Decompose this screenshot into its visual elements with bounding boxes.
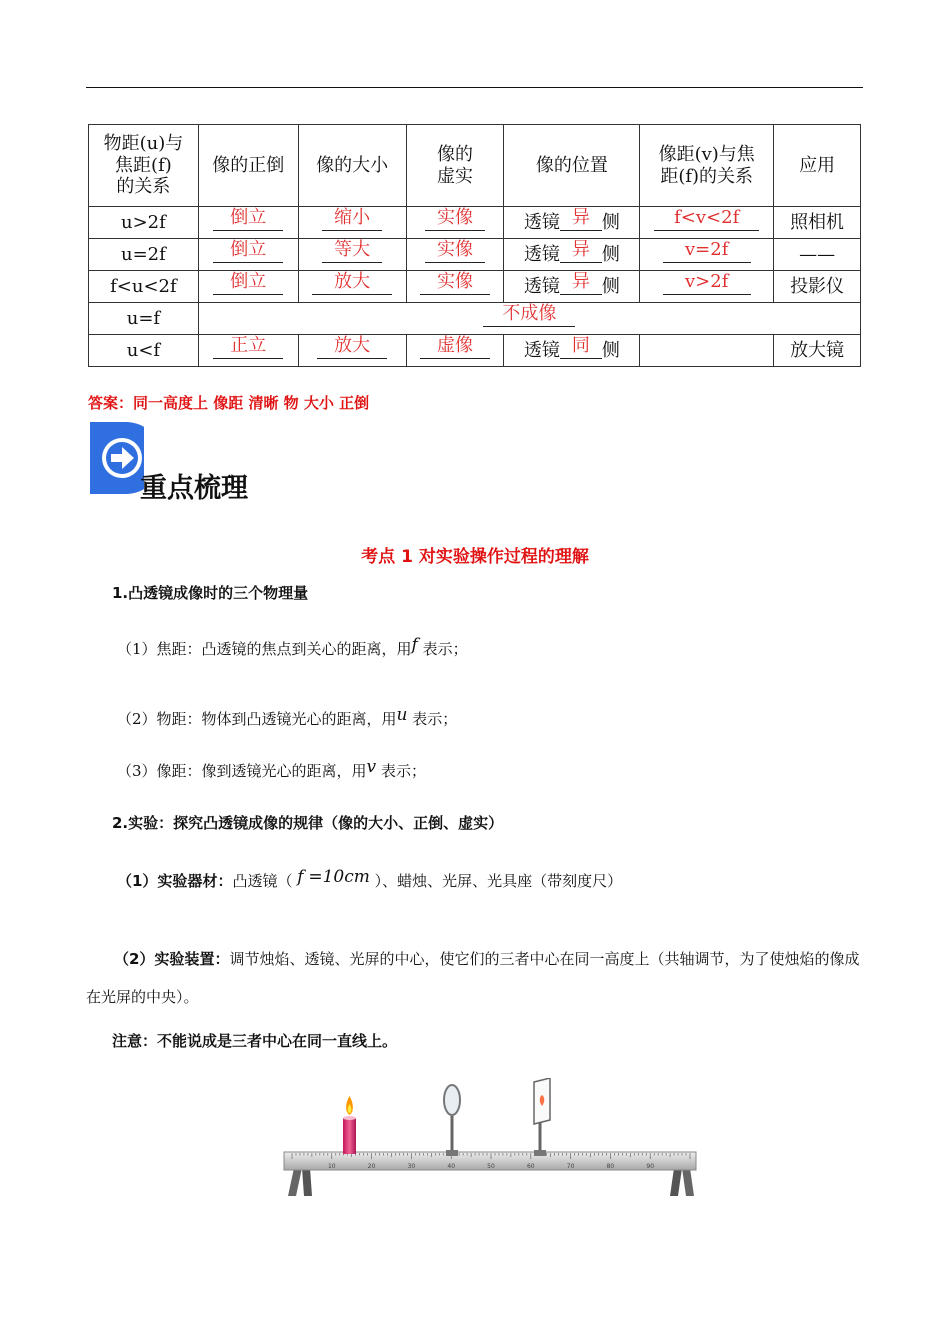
note-line: 注意：不能说成是三者中心在同一直线上。 [112, 1032, 398, 1050]
cell-image-distance [640, 335, 774, 367]
table-row [89, 239, 861, 271]
point1-title: 1.凸透镜成像时的三个物理量 [112, 584, 309, 602]
equipment-line [117, 867, 623, 891]
answer-blank: 虚像 [420, 336, 490, 359]
answer-blank: 实像 [420, 272, 490, 295]
kaodian-title: 考点 1 对实验操作过程的理解 [361, 547, 589, 567]
cell-position [504, 239, 640, 271]
lens-base [446, 1150, 458, 1156]
cell-position [504, 335, 640, 367]
cell-application: 照相机 [774, 207, 861, 239]
cell-position [504, 271, 640, 303]
answer-blank: f<v<2f [654, 208, 759, 231]
header-line: 像距(v)与焦 [658, 143, 755, 165]
section-title: 重点梳理 [140, 473, 248, 504]
cell-image-distance [640, 271, 774, 303]
cell-image-distance [640, 239, 774, 271]
point2-title: 2.实验：探究凸透镜成像的规律（像的大小、正倒、虚实） [112, 814, 504, 832]
symbol-f: f [411, 635, 418, 655]
cell-position [504, 207, 640, 239]
ruler-tick-label: 60 [526, 1163, 535, 1170]
answer-blank: 缩小 [322, 208, 382, 231]
equipment-label: （1）实验器材： [117, 872, 233, 890]
ruler-tick-label: 20 [367, 1163, 376, 1170]
answer-blank: 等大 [322, 240, 382, 263]
header-line: 虚实 [437, 165, 473, 187]
answer-blank: 异 [560, 208, 602, 231]
ruler-tick-label: 10 [327, 1163, 336, 1170]
candle [343, 1118, 356, 1154]
cell-nature [406, 239, 504, 271]
position-prefix: 透镜 [523, 275, 560, 297]
cell-orientation [198, 271, 298, 303]
bench-leg-right-back [682, 1168, 694, 1196]
setup-text: 调节烛焰、透镜、光屏的中心，使它们的三者中心在同一高度上（共轴调节，为了使烛焰的像成在光屏的中央）。 [86, 950, 860, 1006]
cell-size [298, 239, 406, 271]
cell-relation: u=2f [89, 239, 199, 271]
item-text: （2）物距：物体到凸透镜光心的距离，用 [117, 710, 397, 728]
symbol-v: v [366, 757, 377, 777]
cell-relation: u=f [89, 303, 199, 335]
header-position: 像的位置 [504, 125, 640, 207]
ruler-tick-label: 40 [447, 1163, 456, 1170]
cell-nature [406, 271, 504, 303]
cell-relation: u<f [89, 335, 199, 367]
bench-leg-right [670, 1168, 682, 1196]
position-prefix: 透镜 [523, 243, 560, 265]
header-size: 像的大小 [298, 125, 406, 207]
bench-leg-left-back [302, 1168, 312, 1196]
ruler-tick-label: 70 [566, 1163, 575, 1170]
cell-merged [198, 303, 860, 335]
answer-blank: v>2f [663, 272, 751, 295]
cell-image-distance [640, 207, 774, 239]
position-suffix: 侧 [601, 339, 620, 361]
ruler-tick-label: 80 [606, 1163, 615, 1170]
header-line: 物距(u)与 [103, 133, 184, 155]
formula-value: =10cm [308, 867, 370, 887]
table-row [89, 303, 861, 335]
setup-paragraph [86, 940, 864, 1016]
item-text: 表示； [422, 640, 468, 658]
ruler-tick-label: 50 [487, 1163, 495, 1170]
cell-orientation [198, 335, 298, 367]
header-line: 像的 [437, 143, 473, 165]
answer-blank: 放大 [312, 272, 392, 295]
table-header-row [89, 125, 861, 207]
position-suffix: 侧 [601, 275, 620, 297]
cell-nature [406, 335, 504, 367]
item-text: （1）焦距：凸透镜的焦点到关心的距离，用 [117, 640, 412, 658]
header-line: 的关系 [116, 176, 171, 198]
symbol-f: f [297, 867, 304, 887]
header-application: 应用 [774, 125, 861, 207]
cell-relation: u>2f [89, 207, 199, 239]
ruler-tick-label: 90 [646, 1163, 655, 1170]
cell-orientation [198, 239, 298, 271]
answer-blank: 实像 [425, 208, 485, 231]
answer-blank: 放大 [317, 336, 387, 359]
header-orientation: 像的正倒 [198, 125, 298, 207]
answer-blank: 倒立 [213, 208, 283, 231]
position-prefix: 透镜 [523, 211, 560, 233]
position-prefix: 透镜 [523, 339, 560, 361]
item-text: （3）像距：像到透镜光心的距离，用 [117, 762, 367, 780]
item-object-distance [117, 705, 458, 729]
answer-blank: v=2f [663, 240, 751, 263]
header-line: 距(f)的关系 [660, 165, 754, 187]
answer-blank: 不成像 [483, 304, 575, 327]
table-row [89, 335, 861, 367]
answer-blank: 异 [560, 272, 602, 295]
answer-blank: 倒立 [213, 240, 283, 263]
cell-size [298, 207, 406, 239]
header-line: 焦距(f) [115, 154, 172, 176]
imaging-rules-table [88, 124, 861, 367]
table-row [89, 271, 861, 303]
cell-size [298, 335, 406, 367]
ruler-tick-label: 30 [407, 1163, 416, 1170]
setup-label: （2）实验装置： [114, 950, 230, 968]
arrow-circle-icon [86, 420, 144, 496]
cell-application: 投影仪 [774, 271, 861, 303]
cell-nature [406, 207, 504, 239]
item-text: 表示； [380, 762, 426, 780]
header-image-distance [640, 125, 774, 207]
header-rule [86, 87, 863, 88]
symbol-u: u [396, 705, 408, 725]
header-relation [89, 125, 199, 207]
item-image-distance [117, 757, 426, 781]
answer-blank: 实像 [425, 240, 485, 263]
candle-top [343, 1116, 356, 1120]
answer-line: 答案：同一高度上 像距 清晰 物 大小 正倒 [88, 394, 370, 412]
answer-blank: 异 [560, 240, 602, 263]
optical-bench-illustration [282, 1078, 700, 1198]
cell-orientation [198, 207, 298, 239]
cell-size [298, 271, 406, 303]
item-focal-length [117, 635, 468, 659]
bench-leg-left [288, 1168, 302, 1196]
equipment-text: 凸透镜（ [232, 872, 293, 890]
table-row [89, 207, 861, 239]
cell-relation: f<u<2f [89, 271, 199, 303]
answer-blank: 倒立 [213, 272, 283, 295]
cell-application: —— [774, 239, 861, 271]
position-suffix: 侧 [601, 243, 620, 265]
convex-lens [444, 1085, 460, 1115]
header-nature [406, 125, 504, 207]
screen-base [534, 1150, 546, 1156]
item-text: 表示； [412, 710, 458, 728]
answer-blank: 同 [560, 336, 602, 359]
answer-blank: 正立 [213, 336, 283, 359]
equipment-text: ）、蜡烛、光屏、光具座（带刻度尺） [374, 872, 623, 890]
cell-application: 放大镜 [774, 335, 861, 367]
position-suffix: 侧 [601, 211, 620, 233]
